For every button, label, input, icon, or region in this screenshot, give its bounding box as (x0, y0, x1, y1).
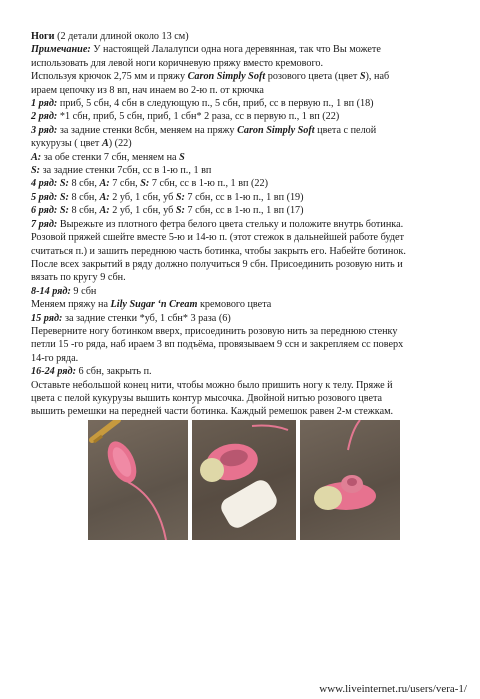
text-segment: S: (31, 165, 41, 177)
text-segment: S: (59, 178, 69, 190)
text-segment: 3 ряд: (31, 124, 58, 136)
text-segment: 1 ряд: (31, 98, 58, 110)
text-line (31, 285, 471, 298)
text-segment: кукурузы ( цвет (31, 138, 102, 150)
text-line (31, 30, 471, 43)
pattern-text (31, 30, 471, 419)
text-segment: 2 уб, 1 сбн, уб (109, 205, 176, 217)
text-segment: вышить ремешки на передней части ботинка. Каждый ремешок равен 2-м стежкам. (31, 406, 394, 418)
text-line (31, 124, 471, 137)
photo-sole-in-progress (88, 420, 188, 540)
text-segment: 4 ряд: (31, 178, 58, 190)
source-url: www.liveinternet.ru/users/vera-1/ (319, 683, 467, 695)
text-segment: A (101, 138, 109, 150)
text-segment: A: (99, 191, 110, 203)
text-segment: петли 15 -го ряда, наб ираем 3 вп подъёма, провязываем 9 ссн и закрепляем сс поверх (31, 339, 404, 351)
text-segment: S: (175, 205, 185, 217)
text-segment: Вырежьте из плотного фетра белого цвета стельку и положите внутрь ботинка. (57, 218, 404, 230)
text-line (31, 298, 471, 311)
text-line (31, 204, 471, 217)
text-line (31, 110, 471, 123)
text-line (31, 338, 471, 351)
text-segment: 8 сбн, (68, 205, 100, 217)
text-segment: цвета с пелой (314, 124, 377, 136)
text-segment: 6 сбн, закрыть п. (75, 366, 152, 378)
text-segment: A: (99, 205, 110, 217)
text-segment: S (179, 151, 185, 163)
text-segment: 2 уб, 1 сбн, уб (109, 191, 176, 203)
text-line (31, 218, 471, 231)
photo-finished-shoe (300, 420, 400, 540)
text-line (31, 137, 471, 150)
text-line (31, 312, 471, 325)
text-segment: 9 сбн (70, 285, 97, 297)
text-segment: 8 сбн, (68, 178, 100, 190)
text-segment: вязать по кругу 9 сбн. (31, 272, 126, 284)
text-segment: Caron Simply Soft (187, 71, 266, 83)
text-segment: цвета с пелой кукурузы вышить контур мысочка. Двойной нитью розового цвета (31, 392, 383, 404)
photo-shoe-with-insole (192, 420, 296, 540)
text-segment: 5 ряд: (31, 191, 58, 203)
text-segment: за задние стенки 7сбн, сс в 1-ю п., 1 вп (40, 165, 212, 177)
text-line (31, 70, 471, 83)
text-segment: кремового цвета (197, 299, 272, 311)
text-segment: 6 ряд: (31, 205, 58, 217)
text-line (31, 43, 471, 56)
text-segment: A: (99, 178, 110, 190)
text-segment: Caron Simply Soft (237, 124, 315, 136)
text-line (31, 97, 471, 110)
text-line (31, 231, 471, 244)
text-segment: Оставьте небольшой конец нити, чтобы можно было пришить ногу к телу. Пряже й (31, 379, 393, 391)
text-segment: 7 сбн, сс в 1-ю п., 1 вп (17) (184, 205, 304, 217)
text-segment: A: (31, 151, 42, 163)
text-segment: После всех закрытий в ряду должно получиться 9 сбн. Присоединить розовую нить и (31, 258, 403, 270)
text-line (31, 245, 471, 258)
text-segment: розового цвета (цвет (265, 71, 360, 83)
text-segment: Розовой пряжей сшейте вместе 5-ю и 14-ю п. (этот стежок в дальнейшей работе будет (31, 232, 405, 244)
text-segment: использовать для левой ноги коричневую пряжу вместо кремового. (31, 57, 324, 69)
text-segment: считаться п.) и зашить переднюю часть ботинка, чтобы закрыть его. Набейте ботинок. (31, 245, 406, 257)
text-segment: Ноги (31, 31, 55, 42)
text-line (31, 365, 471, 378)
text-segment: ираем цепочку из 8 вп, нач инаем во 2-ю п. от крючка (31, 84, 264, 96)
text-line (31, 405, 471, 418)
text-line (31, 271, 471, 284)
text-line (31, 57, 471, 70)
text-segment: Меняем пряжу на (31, 299, 111, 311)
text-segment: S: (175, 191, 185, 203)
text-segment: 15 ряд: (31, 312, 63, 324)
text-segment: 8 сбн, (68, 191, 100, 203)
text-line (31, 258, 471, 271)
text-segment: 8-14 ряд: (31, 285, 71, 297)
text-segment: за задние стенки 8сбн, меняем на пряжу (57, 124, 238, 136)
text-segment: за обе стенки 7 сбн, меняем на (41, 151, 180, 163)
text-segment: 7 сбн, (109, 178, 141, 190)
text-segment: ) (22) (108, 138, 132, 150)
text-line (31, 352, 471, 365)
photo-strip (88, 420, 400, 540)
text-line (31, 325, 471, 338)
text-line (31, 84, 471, 97)
text-segment: S (359, 71, 366, 83)
text-line (31, 379, 471, 392)
text-line (31, 164, 471, 177)
text-segment: (2 детали длиной около 13 см) (54, 31, 189, 42)
text-line (31, 177, 471, 190)
text-segment: 7 сбн, сс в 1-ю п., 1 вп (19) (184, 191, 304, 203)
text-segment: приб, 5 сбн, 4 сбн в следующую п., 5 сбн, приб, сс в первую п., 1 вп (18) (57, 98, 374, 110)
text-segment: Lily Sugar ‘n Cream (110, 299, 198, 311)
text-segment: 16-24 ряд: (31, 366, 76, 378)
text-line (31, 151, 471, 164)
text-segment: У настоящей Лалалупси одна нога деревянная, так что Вы можете (90, 44, 381, 56)
text-segment: S: (59, 191, 69, 203)
text-segment: 14-го ряда. (31, 352, 79, 364)
text-segment: S: (140, 178, 150, 190)
text-segment: 7 сбн, сс в 1-ю п., 1 вп (22) (149, 178, 268, 190)
text-segment: Примечание: (31, 44, 91, 56)
text-segment: Переверните ногу ботинком вверх, присоединить розовую нить за переднюю стенку (31, 325, 398, 337)
text-segment: Используя крючок 2,75 мм и пряжу (31, 71, 188, 83)
text-segment: за задние стенки *уб, 1 сбн* 3 раза (6) (62, 312, 231, 324)
text-segment: S: (59, 205, 69, 217)
text-segment: *1 сбн, приб, 5 сбн, приб, 1 сбн* 2 раза, сс в первую п., 1 вп (22) (57, 111, 340, 123)
text-line (31, 392, 471, 405)
text-segment: ), наб (365, 71, 390, 83)
text-line (31, 191, 471, 204)
text-segment: 2 ряд: (31, 111, 58, 123)
text-segment: 7 ряд: (31, 218, 58, 230)
